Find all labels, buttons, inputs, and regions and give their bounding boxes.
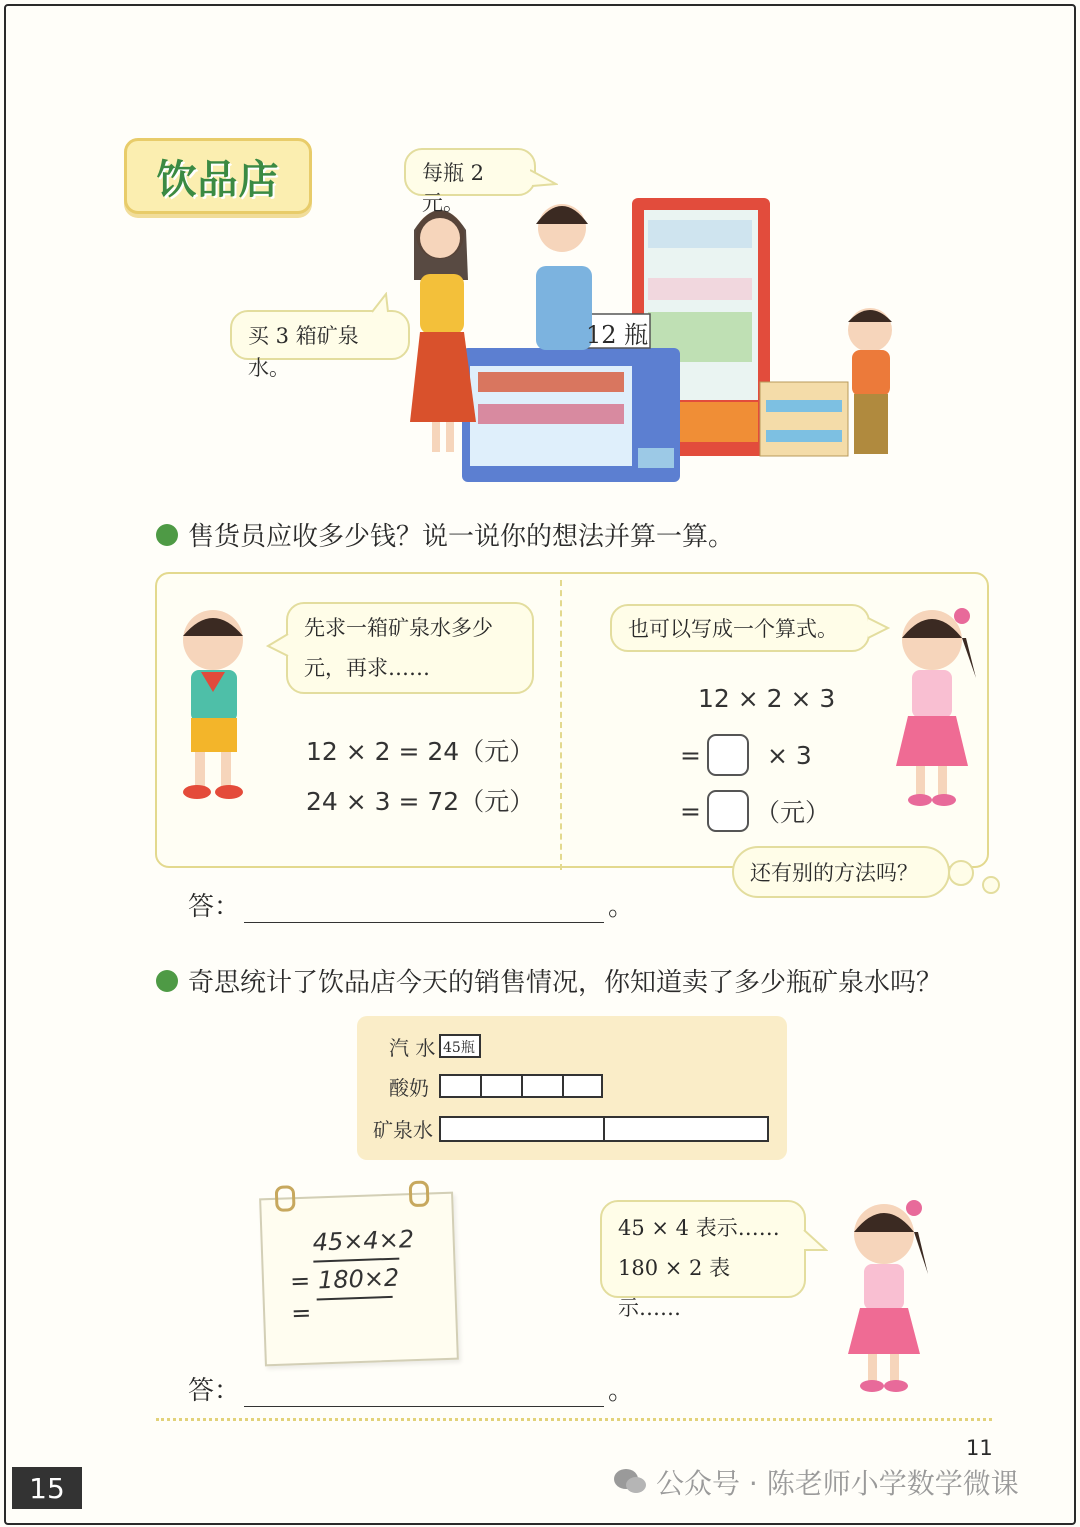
left-equation-1: 12 × 2 = 24（元） [306,737,535,766]
answer-2-end: 。 [608,1376,635,1406]
girl-bubble-line-2: 180 × 2 表示…… [618,1256,731,1320]
calculation-note [259,1192,459,1367]
right-bubble [610,604,870,652]
watermark [612,1462,1019,1502]
note-eq-1: = [289,1266,311,1296]
yogurt-bar [439,1074,603,1098]
question-2-text: 奇思统计了饮品店今天的销售情况，你知道卖了多少瓶矿泉水吗？ [188,968,943,998]
question-1-text: 售货员应收多少钱？说一说你的想法并算一算。 [188,522,735,552]
sales-diagram [357,1016,787,1160]
ring-icon [409,1181,430,1208]
left-thought-text: 先求一箱矿泉水多少元，再求…… [304,616,493,680]
ring-icon [275,1185,296,1212]
water-label: 矿泉水 [373,1118,433,1142]
buy-bubble-tail [368,292,392,314]
answer-2-label: 答： [188,1376,241,1406]
equals-sign: = [680,740,701,770]
times-three: × 3 [766,740,812,770]
title-plaque [124,138,312,214]
left-thought-bubble [286,602,534,694]
page-number: 11 [966,1436,993,1460]
page-title: 饮品店 [156,156,280,203]
price-bubble [404,148,536,215]
answer-1-blank[interactable] [244,900,604,923]
answer-1-end: 。 [608,892,635,922]
note-underline-1 [313,1258,399,1263]
other-method-text: 还有别的方法吗？ [750,861,918,885]
box-label: 12 瓶 [586,321,649,349]
girl-bubble-line-1: 45 × 4 表示…… [618,1216,780,1240]
shop-illustration [400,190,920,490]
answer-box-2[interactable] [707,790,749,832]
girl-illustration [880,598,990,818]
soda-count: 45瓶 [443,1040,475,1056]
answer-1-label: 答： [188,892,241,922]
thought-dot-large [948,860,974,886]
right-line-2 [680,734,812,776]
answer-2-blank[interactable] [244,1384,604,1407]
left-bubble-tail [266,632,290,658]
soda-label: 汽 水 [389,1036,436,1060]
equals-sign: = [680,796,701,826]
girl-illustration-2 [830,1192,940,1396]
note-eq-2: = [290,1298,312,1328]
question-1 [156,516,734,553]
answer-1 [188,886,634,923]
price-bubble-text: 每瓶 2 元。 [422,161,485,215]
bullet-icon [156,970,178,992]
girl-bubble-tail [802,1228,828,1254]
price-bubble-tail [530,168,558,188]
right-bubble-text: 也可以写成一个算式。 [628,617,838,641]
boy-illustration [155,600,275,810]
left-equation-2: 24 × 3 = 72（元） [306,787,535,816]
yogurt-label: 酸奶 [389,1076,429,1100]
answer-2 [188,1370,634,1407]
method-divider [560,580,562,870]
watermark-text: 公众号 · 陈老师小学数学微课 [656,1467,1019,1500]
buy-bubble-text: 买 3 箱矿泉水。 [248,324,359,380]
question-2 [156,962,942,999]
footer-dotted-line [156,1418,992,1421]
right-line-3 [680,790,830,832]
answer-box-1[interactable] [707,734,749,776]
other-method-bubble [732,846,950,898]
note-line-2: 180×2 [317,1263,400,1295]
right-expression: 12 × 2 × 3 [698,684,836,713]
girl-explain-bubble [600,1200,806,1320]
note-underline-2 [317,1296,393,1301]
yuan-unit: （元） [754,798,830,827]
bullet-icon [156,524,178,546]
wechat-icon [612,1467,648,1497]
page-badge: 15 [12,1467,82,1509]
buy-bubble [230,310,410,380]
water-bar [439,1116,769,1142]
soda-bar [439,1034,481,1058]
note-line-1: 45×4×2 [312,1225,415,1257]
thought-dot-small [982,876,1000,894]
